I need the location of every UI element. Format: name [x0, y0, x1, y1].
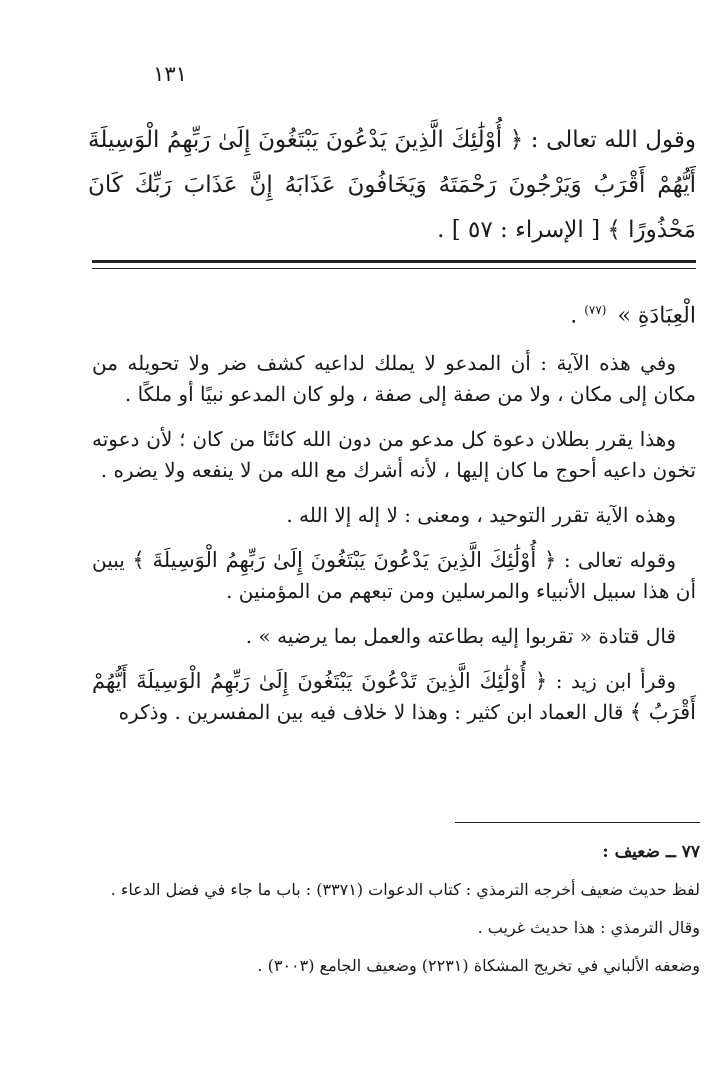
section-divider-thin — [92, 268, 696, 269]
paragraph-4-intro: وقوله تعالى : — [563, 548, 677, 572]
paragraph-6-rest: قال العماد ابن كثير : وهذا لا خلاف فيه بين المفسرين . وذكره — [118, 700, 624, 724]
footnote-3: وضعفه الألباني في تخريج المشكاة (٢٢٣١) وضعيف الجامع (٣٠٠٣) . — [257, 956, 700, 975]
footnote-1: لفظ حديث ضعيف أخرجه الترمذي : كتاب الدعوات (٣٣٧١) : باب ما جاء في فضل الدعاء . — [110, 880, 700, 899]
paragraph-6 — [92, 666, 696, 728]
continuation-end: . — [570, 303, 578, 329]
page-number: ١٣١ — [153, 62, 187, 86]
footnotes-section — [92, 838, 700, 990]
paragraph-5: قال قتادة « تقربوا إليه بطاعته والعمل بما يرضيه » . — [245, 624, 676, 648]
paragraph-1: وفي هذه الآية : أن المدعو لا يملك لداعيه كشف ضر ولا تحويله من مكان إلى مكان ، ولا من صفة إلى صفة ، ولو كان المدعو نبيًا أو ملكًا . — [92, 351, 696, 406]
section-divider-thick — [92, 260, 696, 263]
paragraph-4-ayah: ﴿ أُوْلَٰئِكَ الَّذِينَ يَدْعُونَ يَبْتَغُونَ إِلَىٰ رَبِّهِمُ الْوَسِيلَةَ ﴾ — [132, 548, 557, 572]
paragraph-4 — [92, 545, 696, 607]
quran-verse-paragraph: وقول الله تعالى : ﴿ أُوْلَٰئِكَ الَّذِينَ يَدْعُونَ يَبْتَغُونَ إِلَىٰ رَبِّهِمُ الْوَسِيلَةَ أَيُّهُمْ أَقْرَبُ وَيَرْجُونَ رَحْمَتَهُ وَيَخَافُونَ عَذَابَهُ إِنَّ عَذَابَ رَبِّكَ كَانَ مَحْذُورًا ﴾ [ الإسراء : ٥٧ ] . — [88, 127, 696, 243]
footnote-heading: ٧٧ ــ ضعيف : — [602, 842, 700, 862]
commentary-body — [92, 348, 696, 742]
footnote-divider — [455, 822, 700, 823]
paragraph-2: وهذا يقرر بطلان دعوة كل مدعو من دون الله كائنًا من كان ؛ لأن دعوته تخون داعيه أحوج ما كان إليها ، لأنه أشرك مع الله من لا ينفعه ولا يضره . — [92, 427, 696, 482]
paragraph-6-intro: وقرأ ابن زيد : — [555, 669, 676, 693]
continuation-text: الْعِبَادَةِ » — [617, 303, 696, 329]
paragraph-3: وهذه الآية تقرر التوحيد ، ومعنى : لا إله إلا الله . — [286, 503, 676, 527]
paragraph-6-ayah: ﴿ أُوْلَٰئِكَ الَّذِينَ تَدْعُونَ يَبْتَغُونَ إِلَىٰ رَبِّهِمُ الْوَسِيلَةَ أَيُّهُمْ أَقْرَبُ ﴾ — [92, 669, 696, 724]
paragraph-4-rest: يبين أن هذا سبيل الأنبياء والمرسلين ومن تبعهم من المؤمنين . — [92, 548, 696, 603]
footnote-2: وقال الترمذي : هذا حديث غريب . — [477, 918, 700, 937]
footnote-reference: (٧٧) — [584, 303, 607, 317]
continuation-line — [92, 290, 696, 336]
